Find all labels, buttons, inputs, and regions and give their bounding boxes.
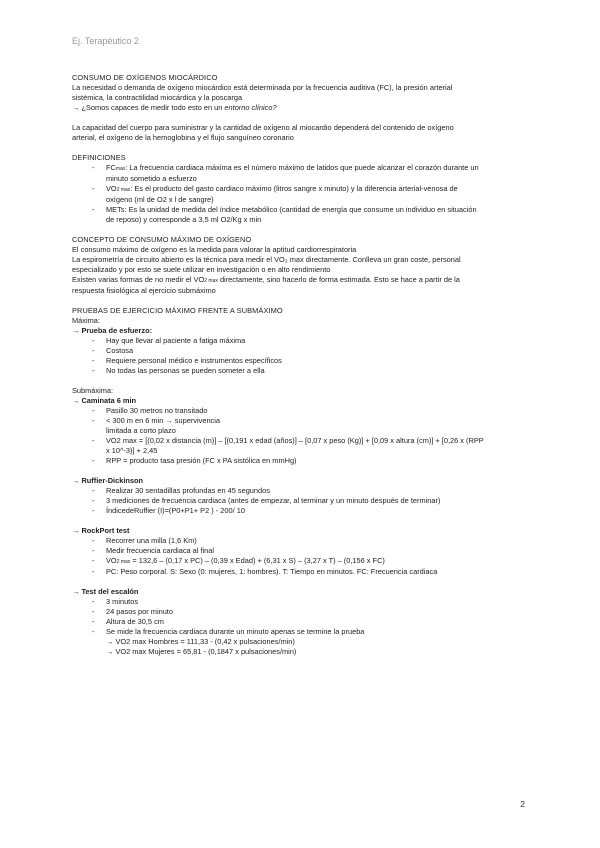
paragraph-line: arterial, el oxígeno de la hemoglobina y el flujo sanguíneo coronario: [72, 133, 294, 142]
item-text: RPP = producto tasa presión (FC x PA sistólica en mmHg): [106, 456, 297, 465]
list-item: - Pasillo 30 metros no transitado: [92, 406, 208, 415]
list-item-cont: [72, 446, 534, 456]
list-item: - FCmax: La frecuencia cardiaca máxima es el número máximo de latidos que puede alcanzar el corazón durante un: [92, 163, 479, 172]
definition-text: METs: Es la unidad de medida del índice metabólico (cantidad de energía que consume un individuo en situación: [106, 205, 477, 214]
list-item: - VO2 max = [(0,02 x distancia (m)] – [(0,191 x edad (años)] – [0,07 x peso (Kg)] + [0,09 x altura (cm)] + [0,26 x (RPP: [92, 436, 484, 445]
definition-text: oxígeno (ml de O2 x l de sangre): [106, 195, 214, 204]
formula-text: → VO2 max Hombres = 111,33 - (0,42 x pulsaciones/min): [106, 637, 295, 646]
item-text: Altura de 30,5 cm: [106, 617, 164, 626]
section-heading-consumo: CONSUMO DE OXÍGENOS MIOCÁRDICO: [72, 73, 218, 82]
label-maxima: Máxima:: [72, 316, 100, 325]
list-item: - 24 pasos por minuto: [92, 607, 173, 616]
formula-text: = 132,6 – (0,17 x PC) – (0,39 x Edad) + (6,31 x S) – (3,27 x T) – (0,156 x FC): [130, 556, 385, 565]
formula-text: VO2 max = [(0,02 x distancia (m)] – [(0,191 x edad (años)] – [0,07 x peso (Kg)] + [0,09 x altura (cm)] + [0,26 x (RPP: [106, 436, 484, 445]
question-italic: entorno clínico?: [224, 103, 277, 112]
item-text: Requiere personal médico e instrumentos específicos: [106, 356, 282, 365]
item-text: PC: Peso corporal. S: Sexo (0: mujeres, 1: hombres). T: Tiempo en minutos. FC: Frecuencia cardiaca: [106, 567, 438, 576]
paragraph-line: La espirometría de circuito abierto es la técnica para medir el VO₂ max directamente. Conlleva un gran coste, personal: [72, 255, 461, 264]
formula-text: x 10^-3)] + 2,45: [106, 446, 158, 455]
list-item: - 3 mediciones de frecuencia cardiaca (antes de empezar, al terminar y un minuto después de terminar): [92, 496, 441, 505]
list-item-cont: [72, 637, 534, 647]
test-title-esfuerzo: → Prueba de esfuerzo:: [72, 326, 153, 335]
list-item: - RPP = producto tasa presión (FC x PA sistólica en mmHg): [92, 456, 297, 465]
list-item-cont: [72, 426, 534, 436]
paragraph-line: especializado y por esto se suele utilizar en investigación o en alto rendimiento: [72, 265, 331, 274]
section-heading-pruebas: PRUEBAS DE EJERCICIO MÁXIMO FRENTE A SUBMÁXIMO: [72, 306, 283, 315]
list-item: - VO2 max: Es el producto del gasto cardiaco máximo (litros sangre x minuto) y la diferencia arterial-venosa de: [92, 184, 458, 193]
test-title-rockport: → RockPort test: [72, 526, 130, 535]
test-title-caminata: → Caminata 6 min: [72, 396, 137, 405]
item-text: 3 minutos: [106, 597, 139, 606]
definition-text: : La frecuencia cardiaca máxima es el número máximo de latidos que puede alcanzar el corazón durante un: [125, 163, 479, 172]
paragraph-line: sistémica, la contractilidad miocárdica y la poscarga: [72, 93, 243, 102]
paragraph-line: respuesta fisiológica al ejercicio submáximo: [72, 286, 216, 295]
definition-text: de reposo) y corresponde a 3,5 ml O2/Kg x min: [106, 215, 262, 224]
list-item: - Requiere personal médico e instrumentos específicos: [92, 356, 282, 365]
list-item: - PC: Peso corporal. S: Sexo (0: mujeres, 1: hombres). T: Tiempo en minutos. FC: Frecuencia cardiaca: [92, 567, 438, 576]
paragraph-line: [72, 275, 534, 286]
test-title-escalon: → Test del escalón: [72, 587, 139, 596]
item-text: No todas las personas se pueden someter a ella: [106, 366, 265, 375]
list-item: - Costosa: [92, 346, 134, 355]
term-vo2: VO: [106, 184, 117, 193]
paragraph-line: El consumo máximo de oxígeno es la medida para valorar la aptitud cardiorrespiratoria: [72, 245, 357, 254]
item-text: Recorrer una milla (1,6 Km): [106, 536, 197, 545]
text: directamente, sino hacerlo de forma estimada. Esto se hace a partir de la: [217, 275, 460, 284]
test-title-ruffier: → Ruffier-Dickinson: [72, 476, 144, 485]
list-item: - 3 minutos: [92, 597, 139, 606]
formula-text: → VO2 max Mujeres = 65,81 - (0,1847 x pulsaciones/min): [106, 647, 297, 656]
question-line: [72, 103, 534, 113]
list-item: - VO2 max = 132,6 – (0,17 x PC) – (0,39 x Edad) + (6,31 x S) – (3,27 x T) – (0,156 x FC): [92, 556, 385, 565]
definition-text: minuto sometido a esfuerzo: [106, 174, 197, 183]
subscript: 2 max: [204, 278, 218, 284]
item-text: Costosa: [106, 346, 134, 355]
page-number: 2: [520, 799, 525, 809]
item-text: 24 pasos por minuto: [106, 607, 173, 616]
label-submaxima: Submáxima:: [72, 386, 114, 395]
item-text: Pasillo 30 metros no transitado: [106, 406, 208, 415]
item-text: Medir frecuencia cardiaca al final: [106, 546, 215, 555]
page-header: Ej. Terapéutico 2: [72, 36, 139, 46]
item-text: 3 mediciones de frecuencia cardiaca (antes de empezar, al terminar y un minuto después de terminar): [106, 496, 441, 505]
section-heading-definiciones: DEFINICIONES: [72, 153, 126, 162]
definition-text: : Es el producto del gasto cardiaco máximo (litros sangre x minuto) y la diferencia arterial-venosa de: [130, 184, 458, 193]
subscript: max: [115, 166, 126, 172]
subscript: 2 max: [116, 187, 131, 193]
item-text: Realizar 30 sentadillas profundas en 45 segundos: [106, 486, 270, 495]
list-item: - No todas las personas se pueden someter a ella: [92, 366, 265, 375]
list-item: - Se mide la frecuencia cardiaca durante un minuto apenas se termine la prueba: [92, 627, 365, 636]
item-text: Hay que llevar al paciente a fatiga máxima: [106, 336, 246, 345]
page-content: [72, 73, 534, 657]
item-text: Se mide la frecuencia cardiaca durante un minuto apenas se termine la prueba: [106, 627, 365, 636]
term-fc: FC: [106, 163, 116, 172]
list-item: - Recorrer una milla (1,6 Km): [92, 536, 197, 545]
list-item: - METs: Es la unidad de medida del índice metabólico (cantidad de energía que consume un individuo en situación: [92, 205, 477, 214]
formula-text: VO: [106, 556, 117, 565]
item-text: < 300 m en 6 min → supervivencia: [106, 416, 220, 425]
item-text: ÍndicedeRuffier (I)=(P0+P1+ P2 ) - 200/ 10: [106, 506, 245, 515]
list-item-cont: [72, 195, 534, 205]
list-item: - Realizar 30 sentadillas profundas en 45 segundos: [92, 486, 270, 495]
list-item-cont: [72, 647, 534, 657]
section-heading-concepto: CONCEPTO DE CONSUMO MÁXIMO DE OXÍGENO: [72, 235, 252, 244]
list-item: - Hay que llevar al paciente a fatiga máxima: [92, 336, 246, 345]
list-item: - < 300 m en 6 min → supervivencia: [92, 416, 220, 425]
list-item: - Altura de 30,5 cm: [92, 617, 164, 626]
list-item-cont: [72, 215, 534, 225]
list-item: - Medir frecuencia cardiaca al final: [92, 546, 215, 555]
question-text: → ¿Somos capaces de medir todo esto en un: [72, 103, 225, 112]
paragraph-line: La capacidad del cuerpo para suministrar y la cantidad de oxígeno al miocardio dependerá del contenido de oxígeno: [72, 123, 454, 132]
list-item-cont: [72, 174, 534, 184]
item-text: limitada a corto plazo: [106, 426, 176, 435]
paragraph-line: La necesidad o demanda de oxígeno miocárdico está determinada por la frecuencia auditiva (FC), la presión arterial: [72, 83, 453, 92]
list-item: - ÍndicedeRuffier (I)=(P0+P1+ P2 ) - 200/ 10: [92, 506, 245, 515]
subscript: 2 max: [116, 559, 131, 565]
text: Existen varias formas de no medir el VO: [72, 275, 205, 284]
